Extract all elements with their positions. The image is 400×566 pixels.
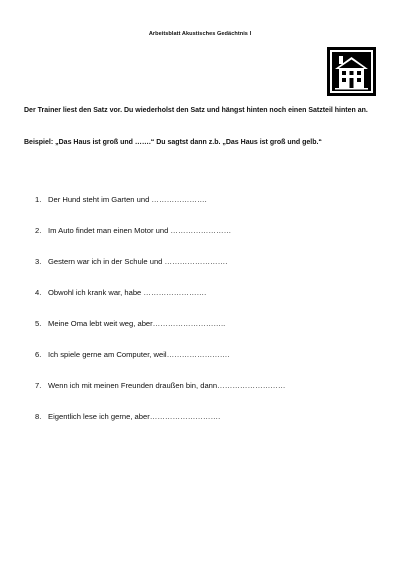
list-item: [35, 195, 375, 226]
item-number: 3.: [35, 257, 42, 266]
item-text: Meine Oma lebt weit weg, aber………………………..: [48, 319, 226, 328]
item-text: Der Hund steht im Garten und ………………….: [48, 195, 207, 204]
item-number: 1.: [35, 195, 42, 204]
list-item: [35, 226, 375, 257]
list-item: [35, 288, 375, 319]
item-number: 8.: [35, 412, 42, 421]
list-item: [35, 257, 375, 288]
list-item: [35, 412, 375, 443]
item-number: 4.: [35, 288, 42, 297]
list-item: [35, 350, 375, 381]
item-number: 5.: [35, 319, 42, 328]
item-number: 6.: [35, 350, 42, 359]
item-text: Ich spiele gerne am Computer, weil…………………….: [48, 350, 230, 359]
list-item: [35, 319, 375, 350]
item-text: Gestern war ich in der Schule und …………………….: [48, 257, 228, 266]
item-text: Im Auto findet man einen Motor und ……………………: [48, 226, 232, 235]
sentence-list: [35, 195, 375, 443]
page-title: Arbeitsblatt Akustisches Gedächtnis I: [148, 31, 252, 37]
item-text: Obwohl ich krank war, habe …………………….: [48, 288, 207, 297]
item-number: 2.: [35, 226, 42, 235]
item-text: Eigentlich lese ich gerne, aber……………………….: [48, 412, 221, 421]
item-text: Wenn ich mit meinen Freunden draußen bin, dann………………………: [48, 381, 286, 390]
house-icon: [327, 47, 376, 96]
list-item: [35, 381, 375, 412]
item-number: 7.: [35, 381, 42, 390]
example-text: Beispiel: „Das Haus ist groß und …….“ Du sagtst dann z.b. „Das Haus ist groß und gelb.“: [24, 139, 322, 146]
instruction-text: Der Trainer liest den Satz vor. Du wiederholst den Satz und hängst hinten noch einen Satzteil hinten an.: [24, 107, 368, 114]
